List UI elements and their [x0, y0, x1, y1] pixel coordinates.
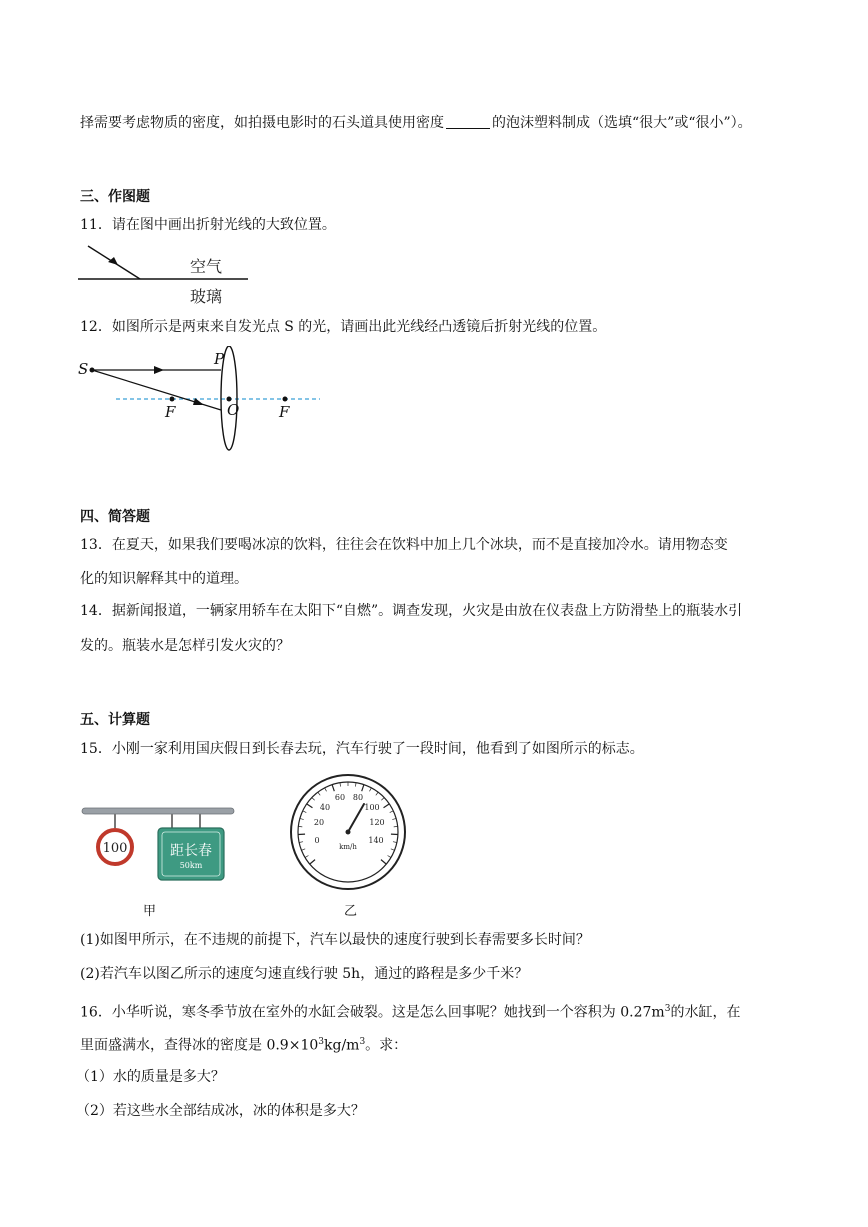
q15-part2: (2)若汽车以图乙所示的速度匀速直线行驶 5h，通过的路程是多少千米？ — [80, 966, 529, 982]
q16-line2-c: 。求： — [365, 1037, 408, 1054]
section-title-short-answer: 四、简答题 — [80, 509, 150, 525]
gauge-unit: km/h — [339, 843, 357, 851]
gauge-label-60: 60 — [334, 793, 346, 802]
q16-line2-sup2: 3 — [359, 1037, 366, 1047]
q16-line2 — [80, 1033, 407, 1055]
q11-figure — [78, 238, 258, 308]
q16-line2-a: 里面盛满水，查得冰的密度是 0.9×10 — [80, 1037, 319, 1054]
label-S: S — [78, 360, 89, 378]
caption-yi: 乙 — [344, 904, 358, 919]
speed-limit-value: 100 — [102, 841, 128, 856]
label-O: O — [227, 401, 240, 419]
section-title-calculation: 五、计算题 — [80, 712, 150, 728]
distance-sign-value: 50km — [179, 861, 203, 870]
q12-text: 12．如图所示是两束来自发光点 S 的光，请画出此光线经凸透镜后折射光线的位置。 — [80, 319, 607, 335]
q10-text-after: 的泡沫塑料制成（选填“很大”或“很小”）。 — [492, 115, 752, 131]
label-F-right: F — [279, 403, 290, 421]
q16-line1-sup: 3 — [664, 1004, 671, 1014]
answer-blank — [446, 114, 490, 129]
q15-text: 15．小刚一家利用国庆假日到长春去玩，汽车行驶了一段时间，他看到了如图所示的标志。 — [80, 741, 644, 757]
q10-tail — [80, 114, 752, 132]
q14-line1: 14．据新闻报道，一辆家用轿车在太阳下“自燃”。调查发现，火灾是由放在仪表盘上方防滑垫上的瓶装水引 — [80, 603, 743, 619]
gauge-label-100: 100 — [364, 803, 380, 812]
q14-line2: 发的。瓶装水是怎样引发火灾的？ — [80, 638, 290, 654]
glass-label: 玻璃 — [190, 287, 223, 306]
q11-text: 11．请在图中画出折射光线的大致位置。 — [80, 217, 336, 233]
q10-text-before: 择需要考虑物质的密度，如拍摄电影时的石头道具使用密度 — [80, 115, 444, 131]
gauge-label-40: 40 — [319, 803, 331, 812]
q15-part1: (1)如图甲所示，在不违规的前提下，汽车以最快的速度行驶到长春需要多长时间？ — [80, 932, 590, 948]
distance-sign-title: 距长春 — [170, 843, 212, 859]
q16-line1-a: 16．小华听说，寒冬季节放在室外的水缸会破裂。这是怎么回事呢？她找到一个容积为 0.27m — [80, 1004, 665, 1021]
label-F-left: F — [165, 403, 176, 421]
gauge-label-20: 20 — [313, 818, 325, 827]
gauge-label-0: 0 — [314, 836, 320, 845]
q13-line2: 化的知识解释其中的道理。 — [80, 571, 248, 587]
q16-line2-b: kg/m — [324, 1037, 360, 1054]
label-P: P — [214, 350, 225, 368]
q16-part1: （1）水的质量是多大？ — [76, 1069, 225, 1085]
road-signs-figure — [80, 802, 240, 884]
q13-line1: 13．在夏天，如果我们要喝冰凉的饮料，往往会在饮料中加上几个冰块，而不是直接加冷水。请用物态变 — [80, 537, 728, 553]
gauge-label-140: 140 — [368, 836, 384, 845]
q16-line1-b: 的水缸，在 — [670, 1004, 741, 1021]
gauge-label-80: 80 — [352, 793, 364, 802]
q16-line1 — [80, 1000, 740, 1022]
speedometer-figure — [288, 772, 408, 892]
q16-line2-sup1: 3 — [318, 1037, 324, 1047]
caption-jia: 甲 — [143, 904, 157, 919]
gauge-label-120: 120 — [369, 818, 385, 827]
q12-lens-figure — [76, 346, 326, 456]
q16-part2: （2）若这些水全部结成冰，冰的体积是多大？ — [76, 1103, 365, 1119]
section-title-drawing: 三、作图题 — [80, 189, 150, 205]
air-label: 空气 — [190, 257, 223, 276]
